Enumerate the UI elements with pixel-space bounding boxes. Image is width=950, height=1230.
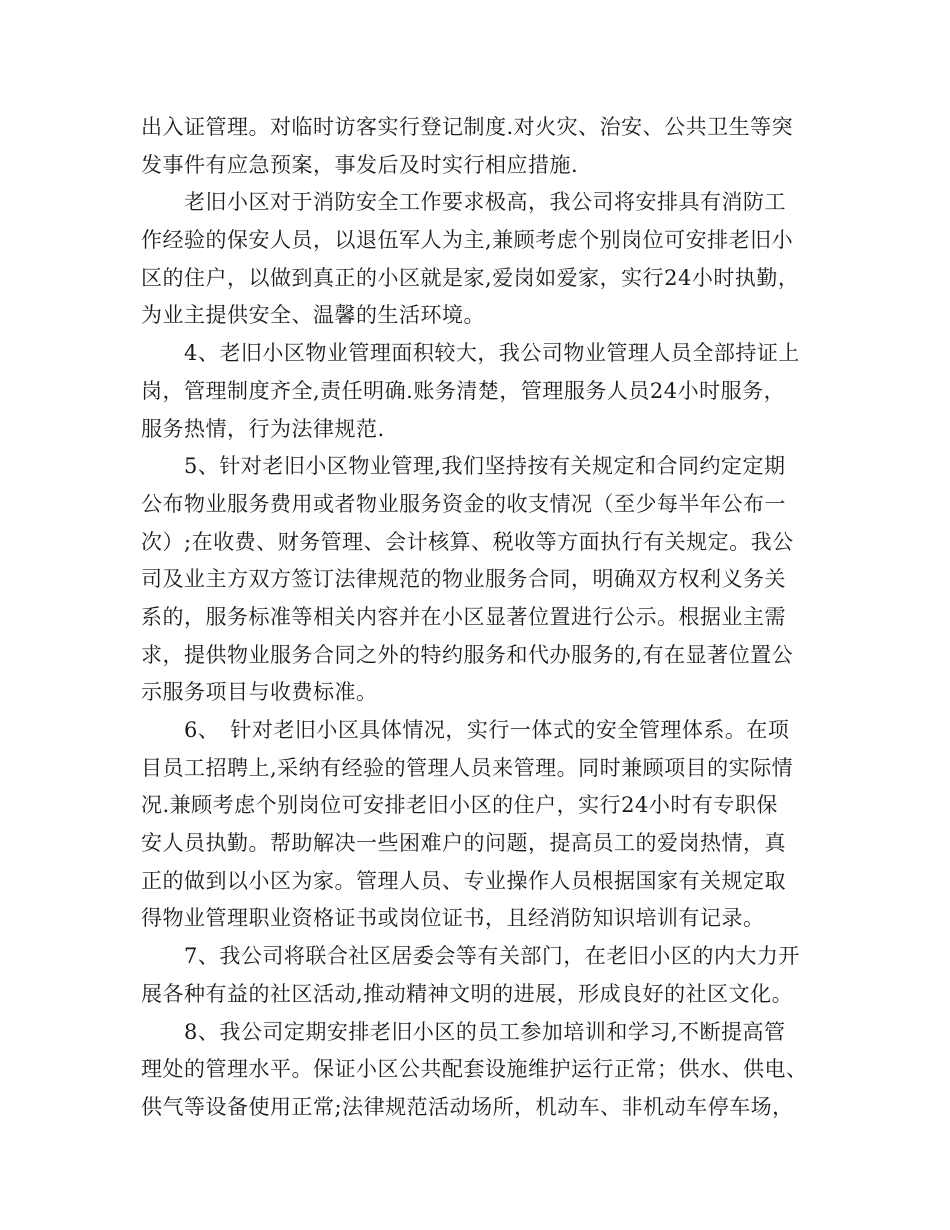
text-line: 安人员执勤。帮助解决一些困难户的问题，提高员工的爱岗热情，真 (141, 831, 786, 856)
text-line: 得物业管理职业资格证书或岗位证书，且经消防知识培训有记录。 (141, 906, 765, 931)
text-line: 区的住户，以做到真正的小区就是家,爱岗如爱家，实行24小时执勤， (141, 265, 800, 290)
text-line: 老旧小区对于消防安全工作要求极高，我公司将安排具有消防工 (141, 190, 786, 215)
body-text (141, 109, 811, 1127)
text-line: 发事件有应急预案，事发后及时实行相应措施. (141, 152, 579, 177)
text-line: 求，提供物业服务合同之外的特约服务和代办服务的,有在显著位置公 (141, 642, 794, 667)
text-line: 服务热情，行为法律规范. (141, 416, 385, 441)
text-line: 为业主提供安全、温馨的生活环境。 (141, 303, 485, 328)
text-line: 作经验的保安人员，以退伍军人为主,兼顾考虑个别岗位可安排老旧小 (141, 228, 794, 253)
text-line: 目员工招聘上,采纳有经验的管理人员来管理。同时兼顾项目的实际情 (141, 755, 794, 780)
text-line: 出入证管理。对临时访客实行登记制度.对火灾、治安、公共卫生等突 (141, 115, 794, 139)
text-line: 公布物业服务费用或者物业服务资金的收支情况（至少每半年公布一 (141, 491, 786, 516)
text-line: 司及业主方双方签订法律规范的物业服务合同，明确双方权利义务关 (141, 567, 786, 592)
text-line: 示服务项目与收费标准。 (141, 680, 378, 705)
text-line: 况.兼顾考虑个别岗位可安排老旧小区的住户，实行24小时有专职保 (141, 793, 778, 818)
text-line: 系的，服务标准等相关内容并在小区显著位置进行公示。根据业主需 (141, 604, 786, 629)
text-line: 8、我公司定期安排老旧小区的员工参加培训和学习,不断提高管 (141, 1019, 786, 1044)
text-line: 供气等设备使用正常;法律规范活动场所，机动车、非机动车停车场， (141, 1094, 794, 1119)
text-line: 4、老旧小区物业管理面积较大，我公司物业管理人员全部持证上 (141, 341, 800, 366)
text-line: 次）;在收费、财务管理、会计核算、税收等方面执行有关规定。我公 (141, 529, 794, 554)
text-line: 展各种有益的社区活动,推动精神文明的进展，形成良好的社区文化。 (141, 981, 794, 1006)
text-line: 7、我公司将联合社区居委会等有关部门，在老旧小区的内大力开 (141, 944, 800, 969)
text-line: 6、 针对老旧小区具体情况，实行一体式的安全管理体系。在项 (141, 718, 790, 742)
text-line: 岗，管理制度齐全,责任明确.账务清楚，管理服务人员24小时服务， (141, 378, 786, 403)
text-line: 5、针对老旧小区物业管理,我们坚持按有关规定和合同约定定期 (141, 454, 786, 479)
text-line: 理处的管理水平。保证小区公共配套设施维护运行正常；供水、供电、 (141, 1057, 808, 1082)
text-line: 正的做到以小区为家。管理人员、专业操作人员根据国家有关规定取 (141, 868, 786, 893)
